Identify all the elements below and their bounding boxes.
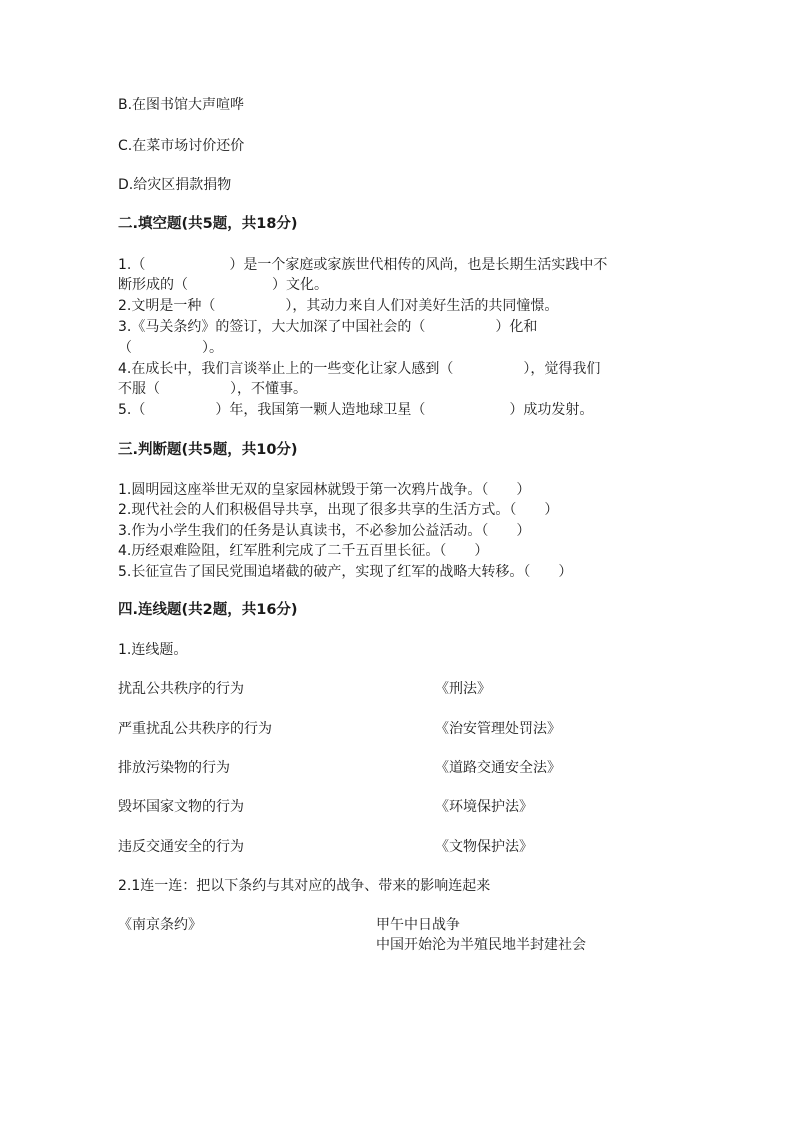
- matching-left-item: 排放污染物的行为: [118, 760, 230, 776]
- matching-right-item: 《刑法》: [435, 681, 491, 697]
- judge-line: 4.历经艰难险阻，红军胜利完成了二千五百里长征。（ ）: [118, 543, 489, 559]
- matching-q2-title: 2.1连一连：把以下条约与其对应的战争、带来的影响连起来: [118, 878, 491, 894]
- fill-line: 2.文明是一种（ ），其动力来自人们对美好生活的共同憧憬。: [118, 298, 559, 314]
- matching-right-item: 《文物保护法》: [435, 839, 533, 855]
- fill-line: 1.（ ）是一个家庭或家族世代相传的风尚，也是长期生活实践中不: [118, 257, 608, 273]
- fill-line: 断形成的（ ）文化。: [118, 277, 328, 293]
- option-d: D.给灾区捐款捐物: [118, 177, 232, 193]
- judge-line: 1.圆明园这座举世无双的皇家园林就毁于第一次鸦片战争。（ ）: [118, 482, 531, 498]
- impact-item: 中国开始沦为半殖民地半封建社会: [376, 937, 586, 953]
- option-c: C.在菜市场讨价还价: [118, 138, 245, 154]
- fill-line: （ ）。: [118, 340, 223, 356]
- fill-line: 不服（ ），不懂事。: [118, 381, 307, 397]
- matching-left-item: 违反交通安全的行为: [118, 839, 244, 855]
- section3-heading: 三.判断题(共5题，共10分): [118, 442, 298, 458]
- judge-line: 3.作为小学生我们的任务是认真读书，不必参加公益活动。（ ）: [118, 523, 531, 539]
- fill-line: 5.（ ）年，我国第一颗人造地球卫星（ ）成功发射。: [118, 402, 594, 418]
- war-item: 甲午中日战争: [376, 917, 460, 933]
- matching-q1-title: 1.连线题。: [118, 642, 188, 658]
- matching-right-item: 《环境保护法》: [435, 799, 533, 815]
- treaty-item: 《南京条约》: [118, 917, 202, 933]
- judge-line: 2.现代社会的人们积极倡导共享，出现了很多共享的生活方式。（ ）: [118, 502, 559, 518]
- fill-line: 3.《马关条约》的签订，大大加深了中国社会的（ ）化和: [118, 319, 538, 335]
- option-b: B.在图书馆大声喧哗: [118, 97, 245, 113]
- section2-heading: 二.填空题(共5题，共18分): [118, 216, 298, 232]
- matching-right-item: 《治安管理处罚法》: [435, 721, 561, 737]
- section4-heading: 四.连线题(共2题，共16分): [118, 602, 298, 618]
- fill-line: 4.在成长中，我们言谈举止上的一些变化让家人感到（ ），觉得我们: [118, 361, 601, 377]
- matching-left-item: 扰乱公共秩序的行为: [118, 681, 244, 697]
- matching-left-item: 严重扰乱公共秩序的行为: [118, 721, 272, 737]
- judge-line: 5.长征宣告了国民党围追堵截的破产，实现了红军的战略大转移。（ ）: [118, 564, 573, 580]
- matching-left-item: 毁坏国家文物的行为: [118, 799, 244, 815]
- matching-right-item: 《道路交通安全法》: [435, 760, 561, 776]
